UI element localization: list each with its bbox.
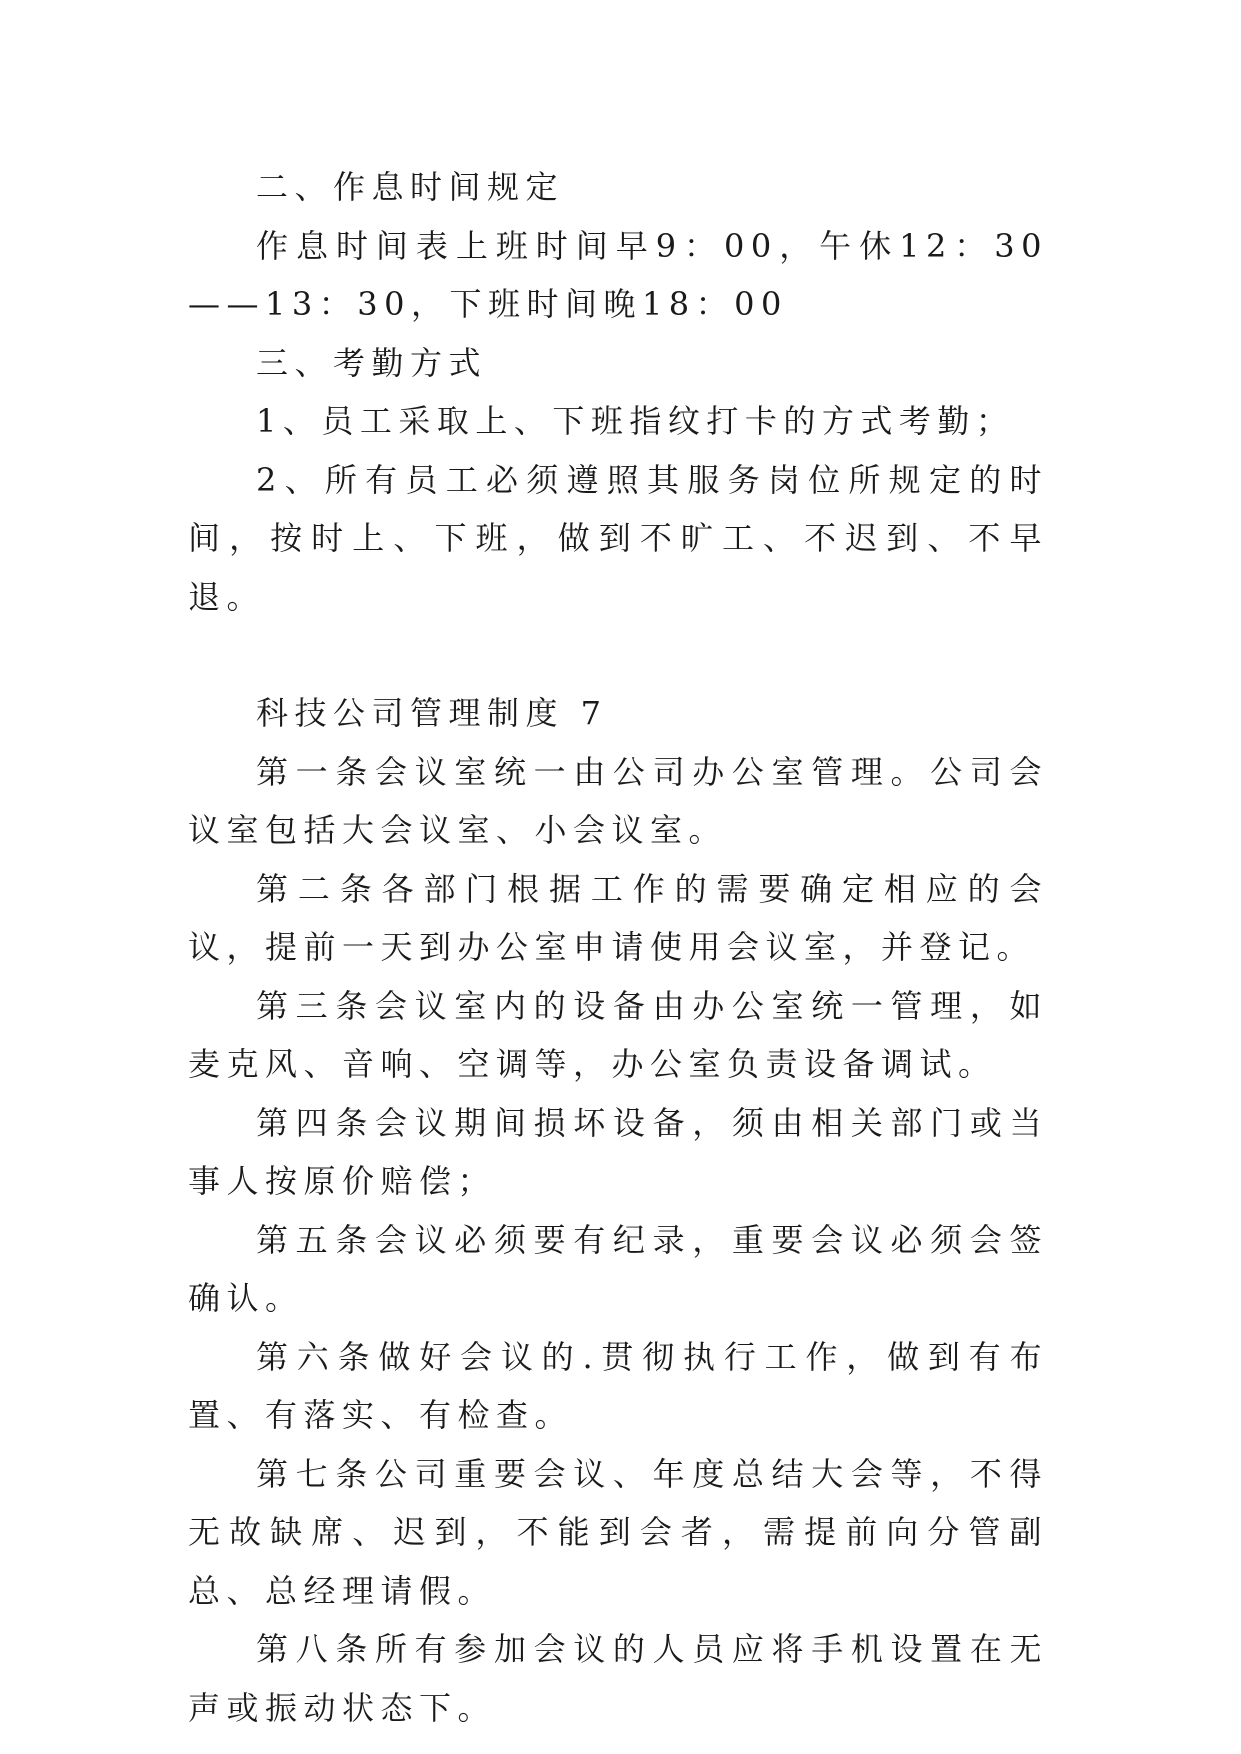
article-8: 第八条所有参加会议的人员应将手机设置在无声或振动状态下。	[188, 1630, 1048, 1727]
article-5: 第五条会议必须要有纪录，重要会议必须会签确认。	[188, 1220, 1048, 1317]
section-title: 科技公司管理制度 7	[256, 694, 608, 732]
article-4: 第四条会议期间损坏设备，须由相关部门或当事人按原价赔偿；	[188, 1103, 1048, 1200]
paragraph-punctuality: 2、所有员工必须遵照其服务岗位所规定的时间，按时上、下班，做到不旷工、不迟到、不早退。	[188, 460, 1048, 616]
article-7: 第七条公司重要会议、年度总结大会等，不得无故缺席、迟到，不能到会者，需提前向分管副总、总经理请假。	[188, 1454, 1048, 1610]
document-body	[188, 158, 1048, 1737]
article-6: 第六条做好会议的.贯彻执行工作，做到有布置、有落实、有检查。	[188, 1337, 1048, 1434]
paragraph-schedule: 作息时间表上班时间早9：00，午休12：30——13：30，下班时间晚18：00	[188, 226, 1048, 323]
article-3: 第三条会议室内的设备由办公室统一管理，如麦克风、音响、空调等，办公室负责设备调试。	[188, 986, 1048, 1083]
article-2: 第二条各部门根据工作的需要确定相应的会议，提前一天到办公室申请使用会议室，并登记。	[188, 869, 1048, 966]
heading-attendance-method: 三、考勤方式	[256, 343, 488, 382]
section-gap	[188, 626, 1048, 684]
article-1: 第一条会议室统一由公司办公室管理。公司会议室包括大会议室、小会议室。	[188, 752, 1048, 849]
paragraph-fingerprint: 1、员工采取上、下班指纹打卡的方式考勤；	[256, 402, 1015, 440]
heading-work-hours: 二、作息时间规定	[256, 168, 565, 206]
